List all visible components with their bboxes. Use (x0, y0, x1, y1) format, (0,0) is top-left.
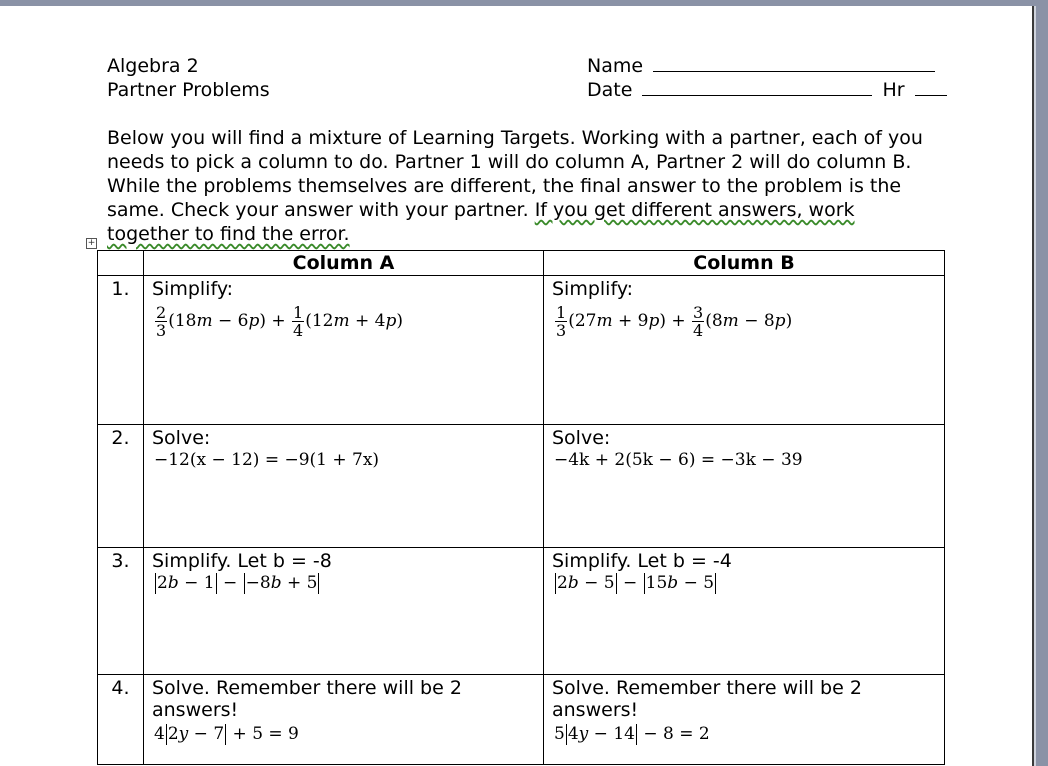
column-a-cell[interactable] (144, 425, 544, 548)
column-a-cell[interactable] (144, 276, 544, 425)
math-expression: −4k + 2(5k − 6) = −3k − 39 (554, 450, 803, 470)
column-b-cell[interactable] (544, 425, 945, 548)
table-row (98, 276, 945, 425)
math-expression: 2b − 5 − 15b − 5 (557, 573, 715, 593)
table-move-handle-icon[interactable]: + (87, 238, 96, 248)
table-row (98, 548, 945, 675)
name-line (587, 54, 947, 78)
table-row (98, 675, 945, 765)
problem-number: 4. (98, 675, 144, 765)
instructions-text: Below you will find a mixture of Learning Targets. Working with a partner, each of you needs to pick a column to do. Partner 1 will do column A, Partner 2 will do column B. While the problems themselves are different, the final answer to the problem is the same. Check your answer with your partner. (107, 127, 923, 221)
math-expression: $\frac{1}{3}$ (27m + 9p) + $\frac{3}{4}$ (8m − 8p) (556, 303, 793, 340)
problem-label: Simplify: (552, 278, 634, 300)
hour-blank (915, 78, 947, 96)
column-b-cell[interactable] (544, 276, 945, 425)
math-expression: 5 4y − 14 − 8 = 2 (554, 724, 710, 744)
table-header-row (98, 251, 945, 276)
column-b-header: Column B (544, 251, 945, 276)
problems-table (97, 250, 945, 765)
math-expression: 2b − 1 − −8b + 5 (157, 573, 318, 593)
problem-label: Solve: (152, 427, 211, 449)
math-expression: 4 2y − 7 + 5 = 9 (154, 724, 299, 744)
worksheet-title: Partner Problems (107, 79, 270, 101)
course-name: Algebra 2 (107, 55, 199, 77)
document-page (0, 6, 1034, 766)
date-line (587, 78, 947, 102)
math-expression: −12(x − 12) = −9(1 + 7x) (154, 450, 380, 470)
problem-label: Simplify. Let b = -8 (152, 550, 332, 572)
problem-label: Solve. Remember there will be 2 answers! (152, 677, 462, 721)
column-a-header: Column A (144, 251, 544, 276)
date-label: Date (587, 79, 633, 101)
column-b-cell[interactable] (544, 675, 945, 765)
column-b-cell[interactable] (544, 548, 945, 675)
hour-label: Hr (882, 79, 905, 101)
problem-label: Solve: (552, 427, 611, 449)
number-header (98, 251, 144, 276)
instructions-paragraph (107, 126, 937, 246)
problem-label: Simplify: (152, 278, 234, 300)
problem-number: 1. (98, 276, 144, 425)
problem-label: Solve. Remember there will be 2 answers! (552, 677, 862, 721)
column-a-cell[interactable] (144, 675, 544, 765)
problem-label: Simplify. Let b = -4 (552, 550, 732, 572)
instructions-emphasis: If you get different answers, work together to find the error. (107, 199, 855, 245)
problem-number: 3. (98, 548, 144, 675)
header-left (107, 54, 270, 102)
header-right (587, 54, 947, 102)
name-label: Name (587, 55, 644, 77)
column-a-cell[interactable] (144, 548, 544, 675)
name-blank (653, 54, 935, 72)
math-expression: $\frac{2}{3}$ (18m − 6p) + $\frac{1}{4}$ (12m + 4p) (156, 303, 404, 340)
table-row (98, 425, 945, 548)
problem-number: 2. (98, 425, 144, 548)
date-blank (642, 78, 872, 96)
